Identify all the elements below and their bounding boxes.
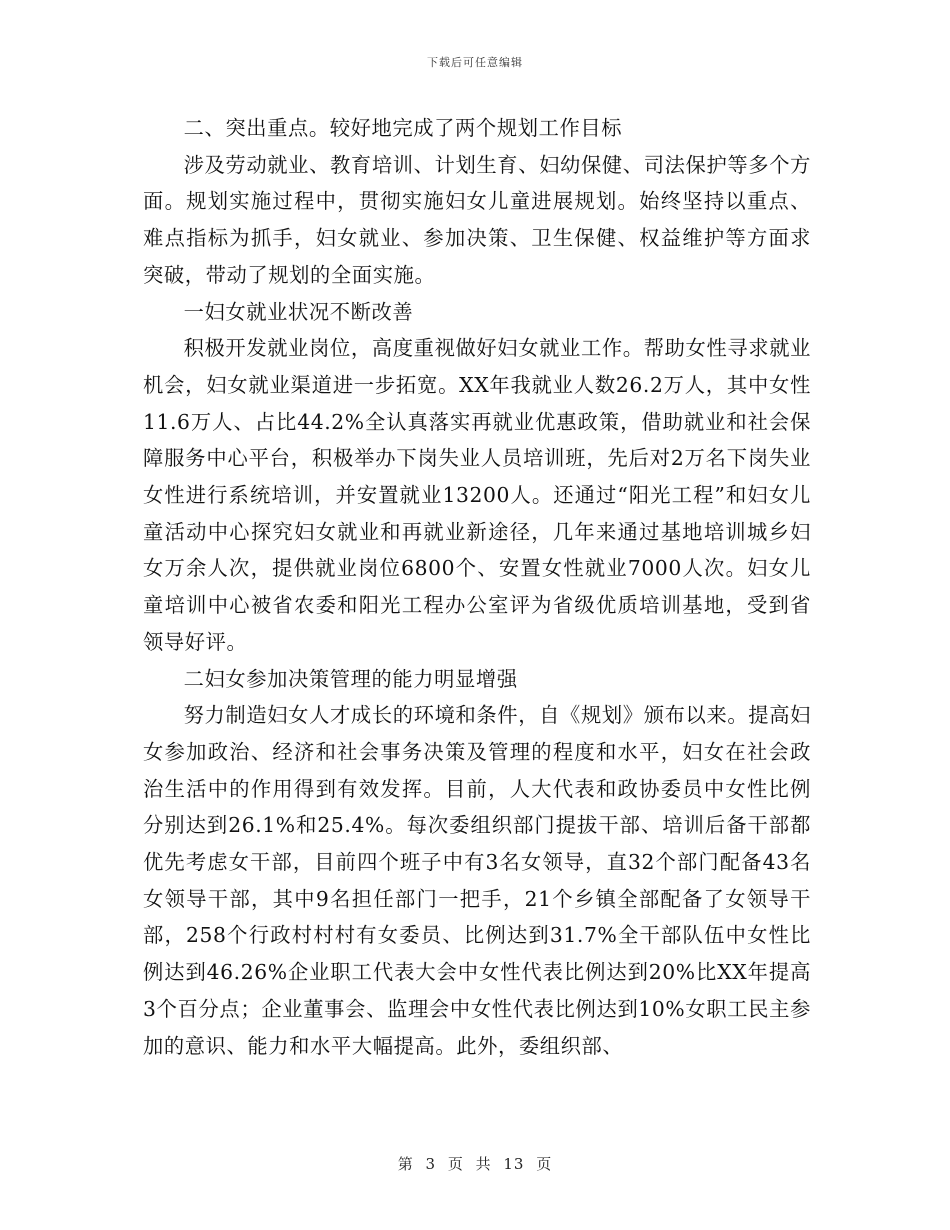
page-number: 第 3 页 共 13 页 bbox=[397, 1155, 553, 1173]
subsection-heading: 一妇女就业状况不断改善 bbox=[183, 299, 414, 324]
body-paragraph: 努力制造妇女人才成长的环境和条件，自《规划》颁布以来。提高妇女参加政治、经济和社会事务决策及管理的程度和水平，妇女在社会政治生活中的作用得到有效发挥。目前，人大代表和政协委员中女性比例分别达到26.1%和25.4%。每次委组织部门提拔干部、培训后备干部都优先考虑女干部，目前四个班子中有3名女领导，直32个部门配备43名女领导干部，其中9名担任部门一把手，21个乡镇全部配备了女领导干部，258个行政村村村有女委员、比例达到31.7%全干部队伍中女性比例达到46.26%企业职工代表大会中女性代表比例达到20%比XX年提高3个百分点；企业董事会、监理会中女性代表比例达到10%女职工民主参加的意识、能力和水平大幅提高。此外，委组织部、 bbox=[143, 703, 811, 1058]
body-paragraph: 积极开发就业岗位，高度重视做好妇女就业工作。帮助女性寻求就业机会，妇女就业渠道进一步拓宽。XX年我就业人数26.2万人，其中女性11.6万人、占比44.2%全认真落实再就业优惠政策，借助就业和社会保障服务中心平台，积极举办下岗失业人员培训班，先后对2万名下岗失业女性进行系统培训，并安置就业13200人。还通过“阳光工程”和妇女儿童活动中心探究妇女就业和再就业新途径，几年来通过基地培训城乡妇女万余人次，提供就业岗位6800个、安置女性就业7000人次。妇女儿童培训中心被省农委和阳光工程办公室评为省级优质培训基地，受到省领导好评。 bbox=[143, 336, 811, 654]
subsection-heading: 二妇女参加决策管理的能力明显增强 bbox=[183, 666, 518, 691]
document-body bbox=[143, 110, 811, 1064]
section-heading: 二、突出重点。较好地完成了两个规划工作目标 bbox=[183, 116, 623, 140]
body-paragraph: 涉及劳动就业、教育培训、计划生育、妇幼保健、司法保护等多个方面。规划实施过程中，贯彻实施妇女儿童进展规划。始终坚持以重点、难点指标为抓手，妇女就业、参加决策、卫生保健、权益维护等方面求突破，带动了规划的全面实施。 bbox=[143, 152, 811, 287]
header-note: 下载后可任意编辑 bbox=[427, 56, 523, 69]
